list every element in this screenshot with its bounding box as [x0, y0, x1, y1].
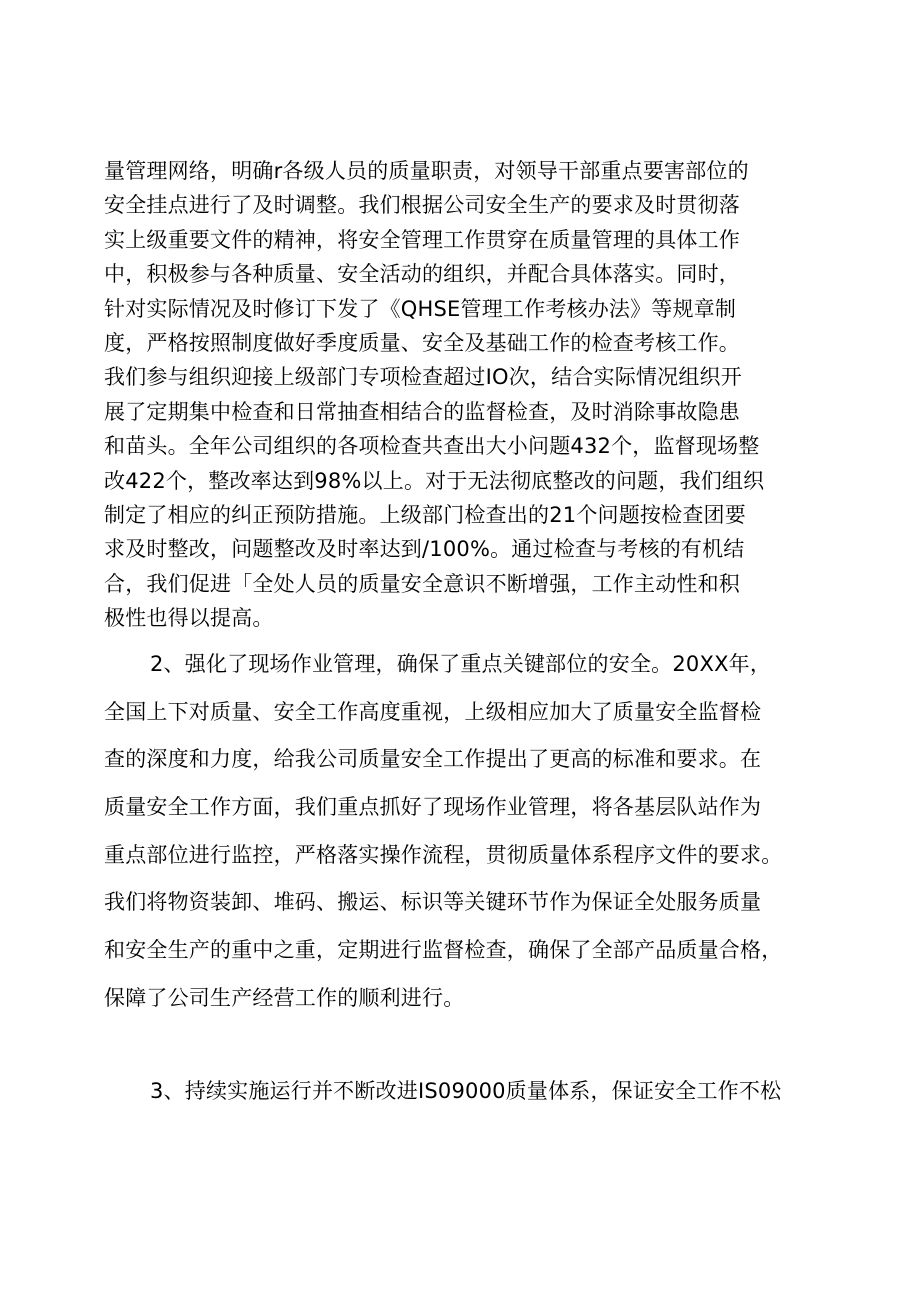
text-line-first-indented: 3、持续实施运行并不断改进IS09000质量体系，保证安全工作不松: [150, 1079, 782, 1103]
text-line: 极性也得以提高。: [104, 606, 274, 631]
text-line: 量管理网络，明确r各级人员的质量职责，对领导干部重点要害部位的: [104, 159, 749, 183]
text-line: 度，严格按照制度做好季度质量、安全及基础工作的检查考核工作。: [104, 330, 740, 355]
text-line: 改422个，整改率达到98%以上。对于无法彻底整改的问题，我们组织: [104, 468, 765, 493]
text-line: 安全挂点进行了及时调整。我们根据公司安全生产的要求及时贯彻落: [104, 193, 740, 218]
paragraph-quality-management-network: [104, 154, 822, 635]
text-line: 制定了相应的纠正预防措施。上级部门检查出的21个问题按检查团要: [104, 502, 746, 527]
text-line: 我们参与组织迎接上级部门专项检查超过IO次，结合实际情况组织开: [104, 365, 742, 390]
text-line: 和苗头。全年公司组织的各项检查共查出大小问题432个，监督现场整: [104, 434, 760, 459]
text-line: 质量安全工作方面，我们重点抓好了现场作业管理，将各基层队站作为: [104, 795, 762, 820]
text-line: 全国上下对质量、安全工作高度重视，上级相应加大了质量安全监督检: [104, 699, 762, 724]
text-line-first-indented: 2、强化了现场作业管理，确保了重点关键部位的安全。20XX年，: [150, 652, 772, 676]
text-line: 保障了公司生产经营工作的顺利进行。: [104, 985, 465, 1010]
text-line: 我们将物资装卸、堆码、搬运、标识等关键环节作为保证全处服务质量: [104, 890, 762, 915]
text-line: 求及时整改，问题整改及时率达到/100%。通过检查与考核的有机结: [104, 537, 745, 562]
text-line: 实上级重要文件的精神，将安全管理工作贯穿在质量管理的具体工作: [104, 227, 740, 252]
text-line: 合，我们促进「全处人员的质量安全意识不断增强，工作主动性和积: [104, 571, 740, 596]
text-line: 查的深度和力度，给我公司质量安全工作提出了更高的标准和要求。在: [104, 747, 762, 772]
text-line: 展了定期集中检查和日常抽查相结合的监督检查，及时消除事故隐患: [104, 399, 740, 424]
text-line: 针对实际情况及时修订下发了《QHSE管理工作考核办法》等规章制: [104, 296, 737, 321]
text-line: 重点部位进行监控，严格落实操作流程，贯彻质量体系程序文件的要求。: [104, 842, 783, 867]
text-line: 中，积极参与各种质量、安全活动的组织，并配合具体落实。同时，: [104, 262, 740, 287]
paragraph-quality-system: [104, 1067, 822, 1115]
text-line: 和安全生产的重中之重，定期进行监督检查，确保了全部产品质量合格，: [104, 938, 783, 963]
paragraph-site-operation-management: [104, 641, 822, 1023]
